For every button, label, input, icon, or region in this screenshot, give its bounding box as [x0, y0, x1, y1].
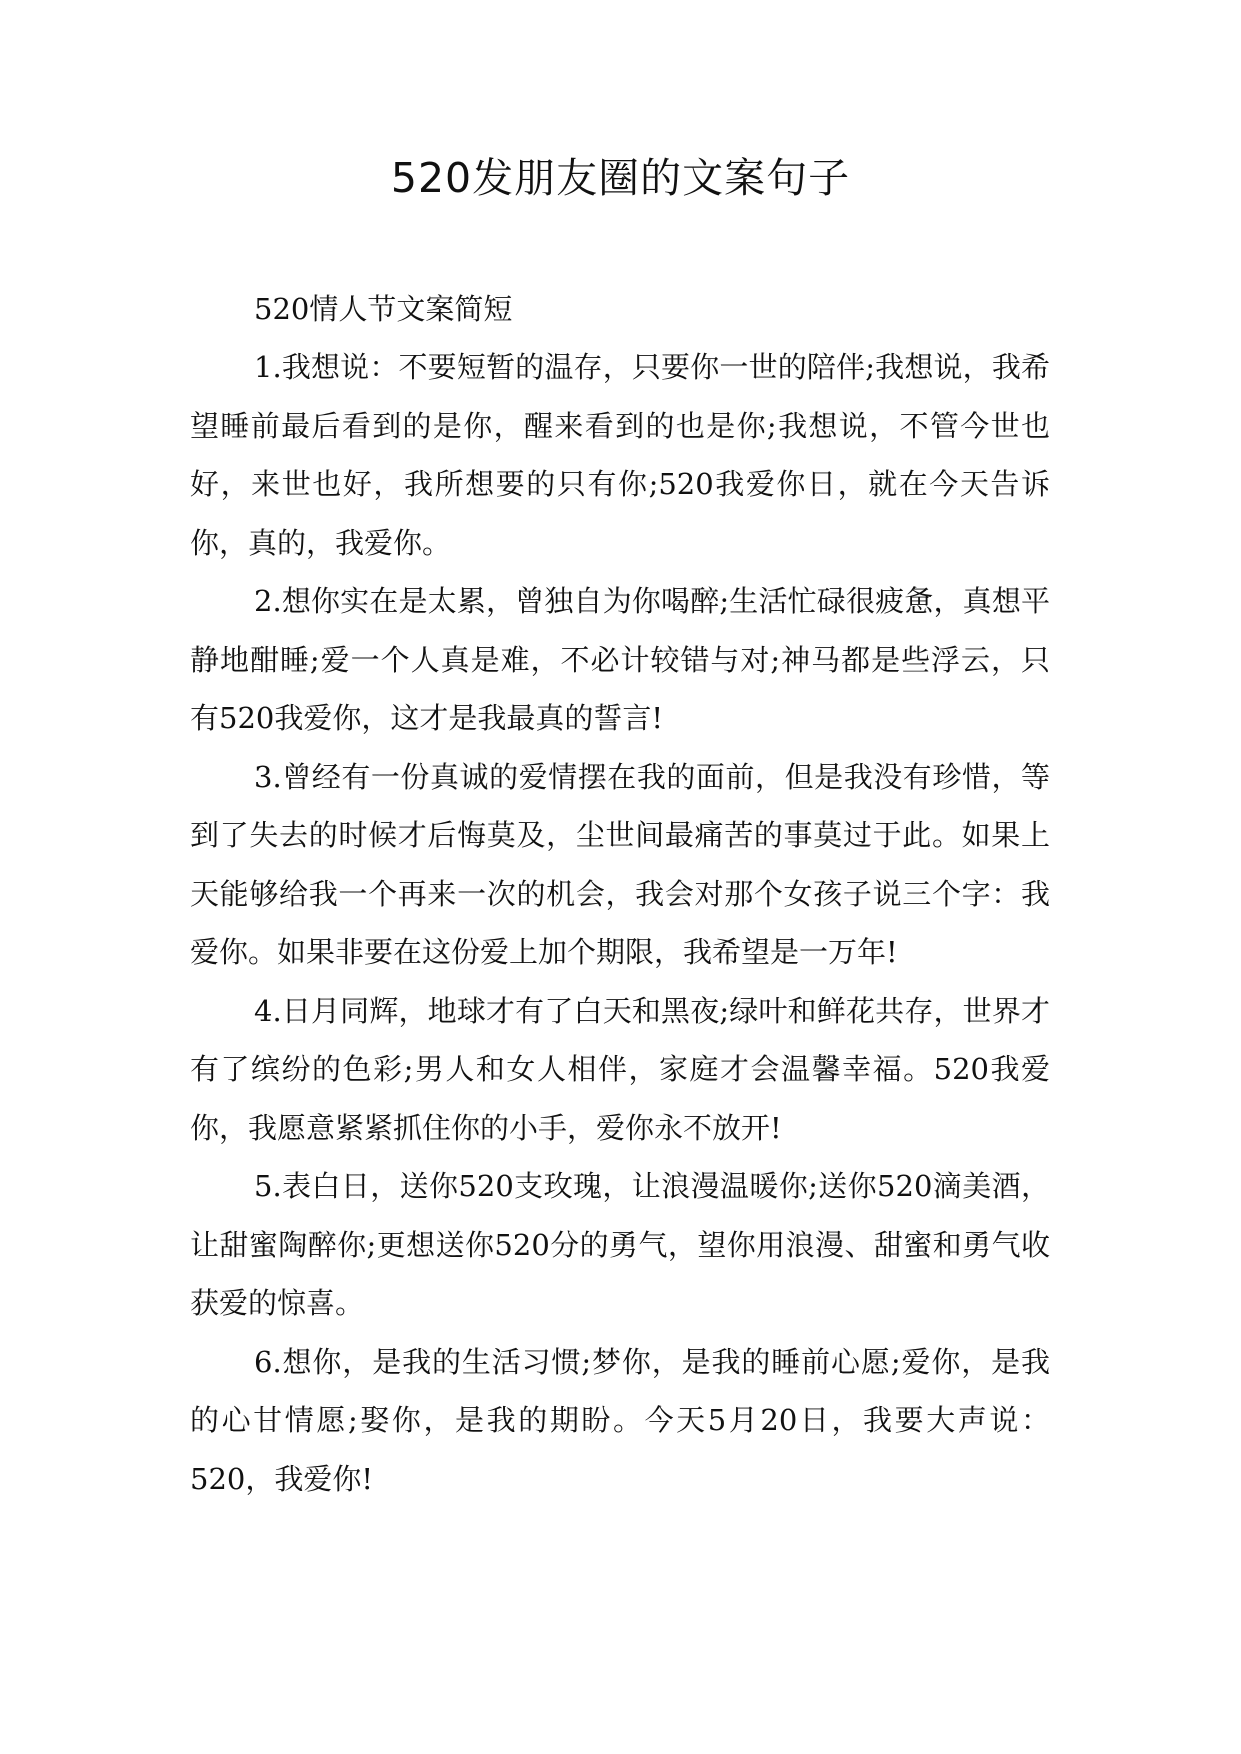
- document-body: [190, 280, 1050, 1508]
- paragraph-3: 3.曾经有一份真诚的爱情摆在我的面前，但是我没有珍惜，等到了失去的时候才后悔莫及，尘世间最痛苦的事莫过于此。如果上天能够给我一个再来一次的机会，我会对那个女孩子说三个字：我爱你。如果非要在这份爱上加个期限，我希望是一万年!: [190, 759, 1050, 969]
- page-title: 520发朋友圈的文案句子: [390, 154, 851, 202]
- paragraph-4: 4.日月同辉，地球才有了白天和黑夜;绿叶和鲜花共存，世界才有了缤纷的色彩;男人和女人相伴，家庭才会温馨幸福。520我爱你，我愿意紧紧抓住你的小手，爱你永不放开!: [190, 993, 1050, 1145]
- paragraph-6: 6.想你，是我的生活习惯;梦你，是我的睡前心愿;爱你，是我的心甘情愿;娶你，是我的期盼。今天5月20日，我要大声说：520，我爱你!: [190, 1344, 1050, 1496]
- paragraph-5: 5.表白日，送你520支玫瑰，让浪漫温暖你;送你520滴美酒，让甜蜜陶醉你;更想送你520分的勇气，望你用浪漫、甜蜜和勇气收获爱的惊喜。: [190, 1169, 1050, 1320]
- paragraph-2: 2.想你实在是太累，曾独自为你喝醉;生活忙碌很疲惫，真想平静地酣睡;爱一个人真是难，不必计较错与对;神马都是些浮云，只有520我爱你，这才是我最真的誓言!: [190, 584, 1050, 735]
- paragraph-1: 1.我想说：不要短暂的温存，只要你一世的陪伴;我想说，我希望睡前最后看到的是你，醒来看到的也是你;我想说，不管今世也好，来世也好，我所想要的只有你;520我爱你日，就在今天告诉你，真的，我爱你。: [190, 350, 1050, 560]
- section-subheading: 520情人节文案简短: [254, 292, 513, 326]
